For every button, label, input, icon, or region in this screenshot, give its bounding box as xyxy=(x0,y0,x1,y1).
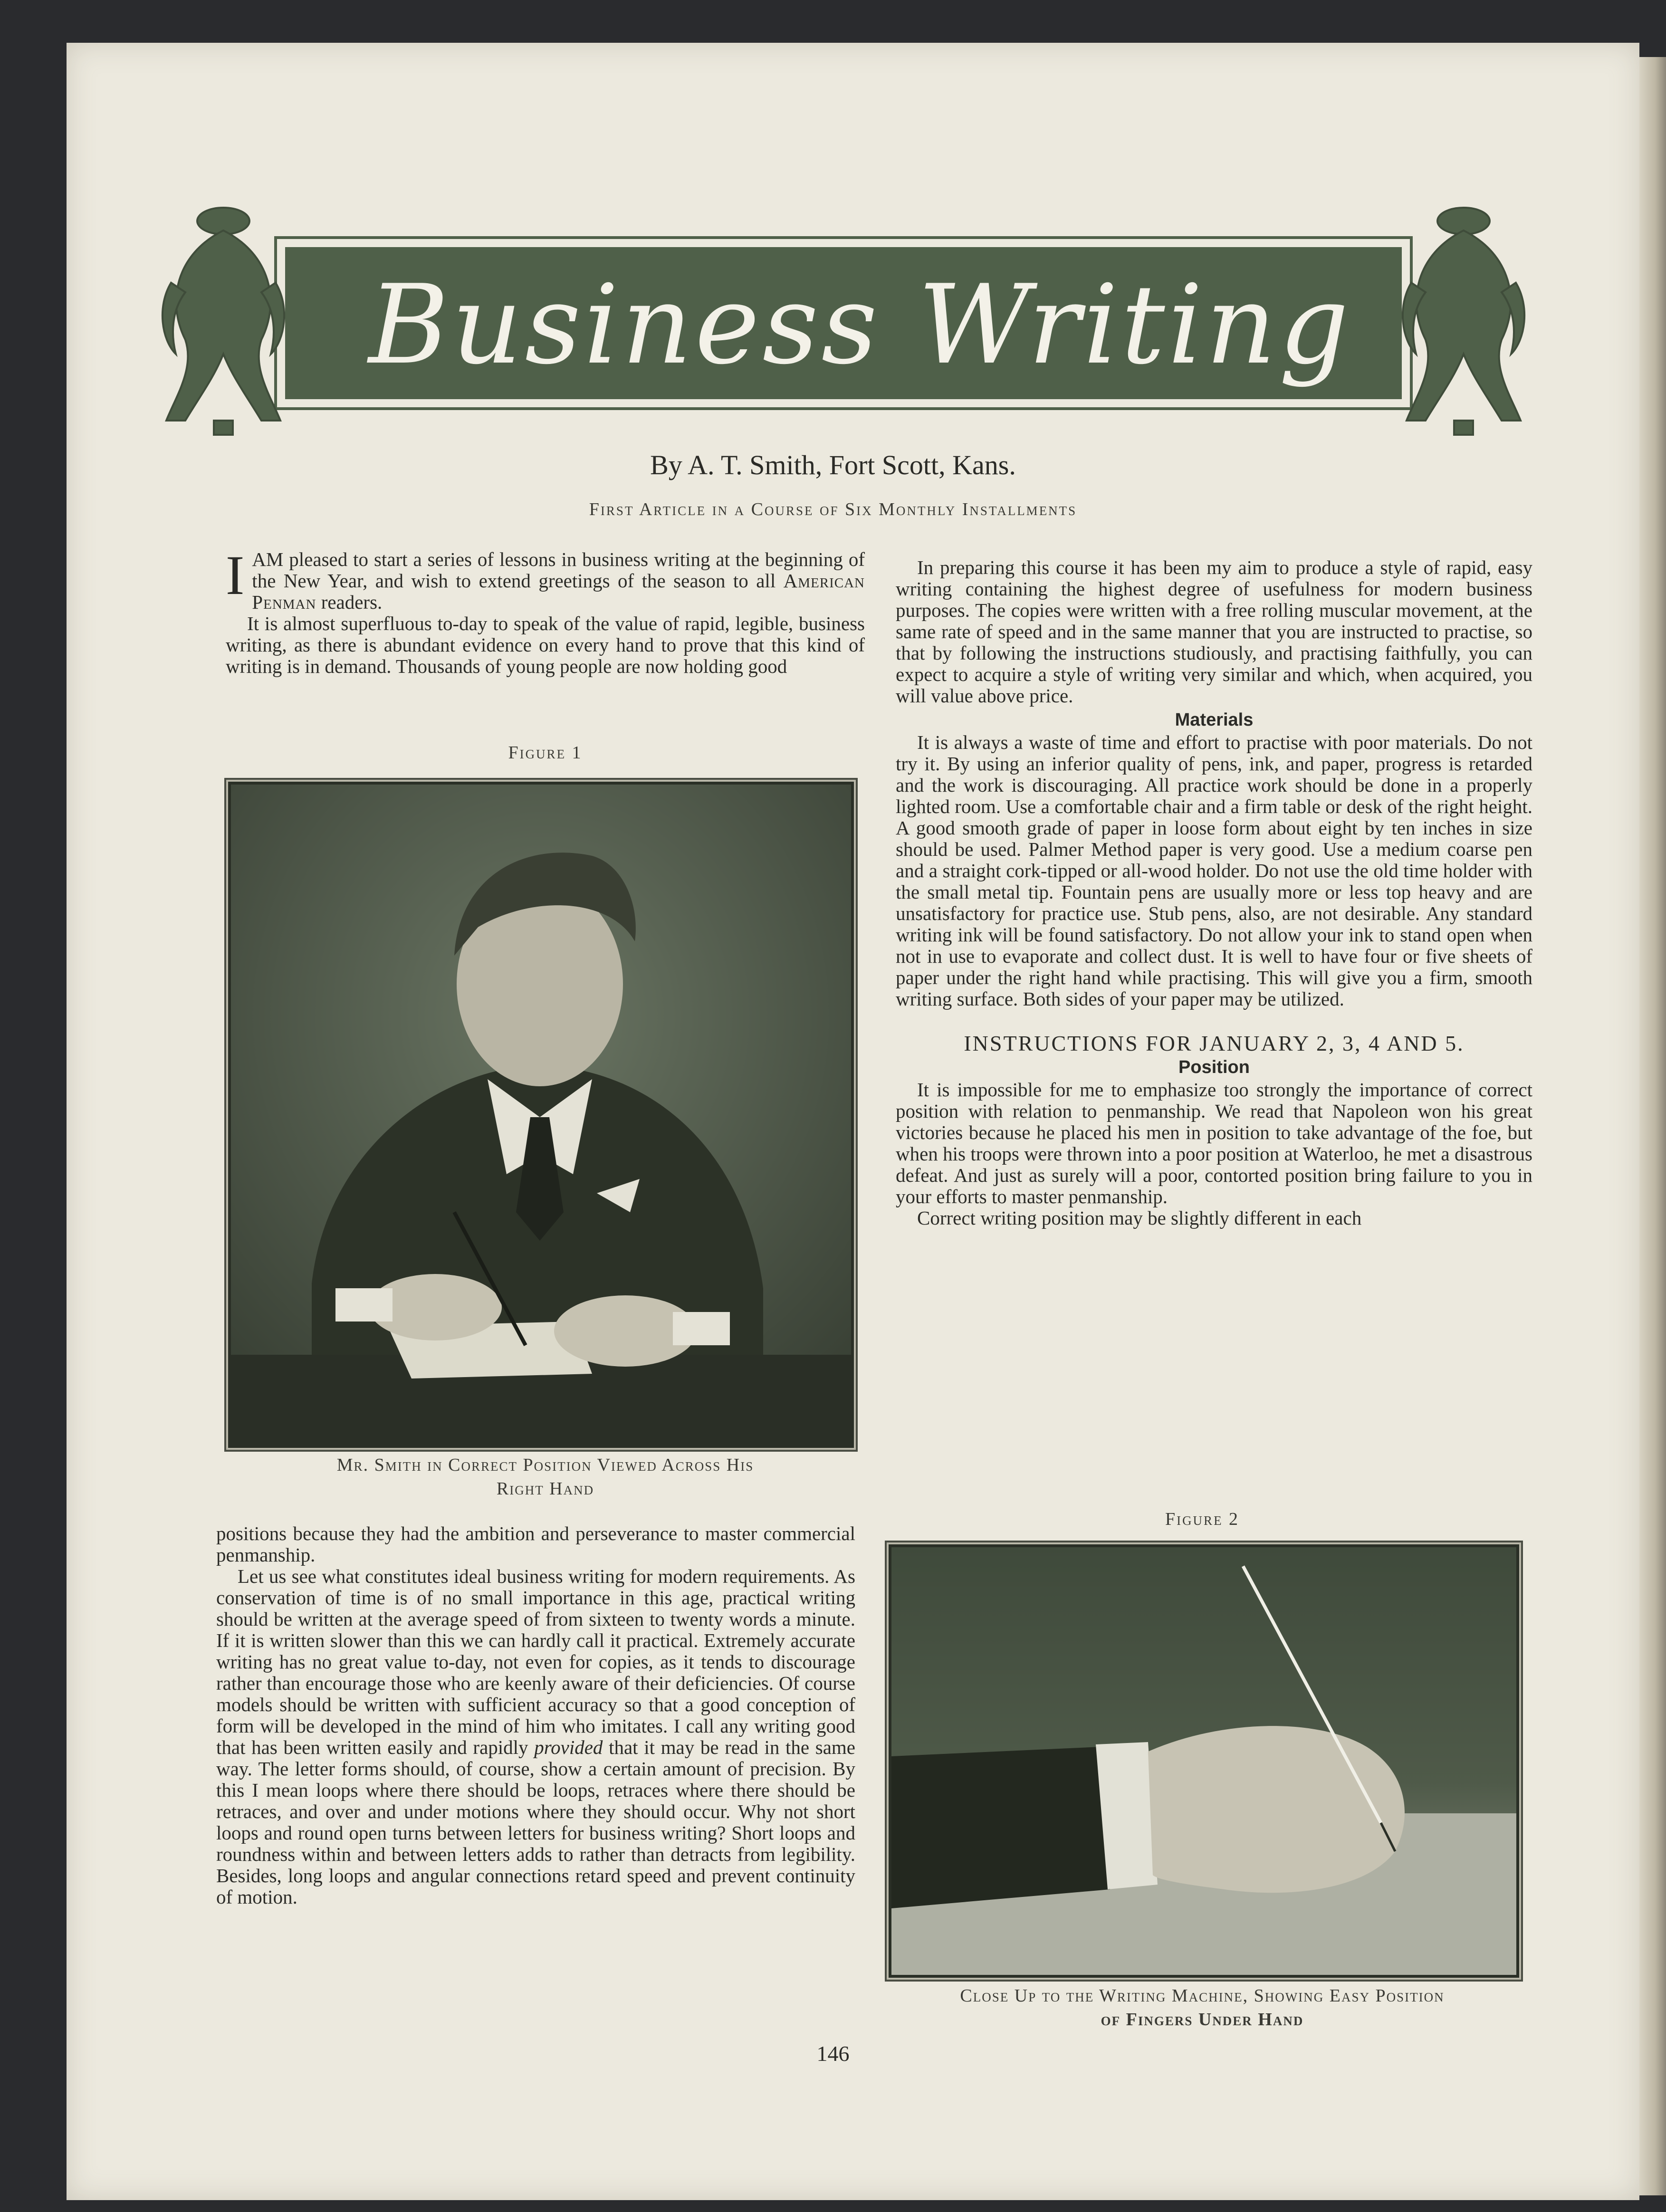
intro-text: AM pleased to start a series of lessons in business writing at the beginning of the New Year, and wish to extend greetings of the season to all xyxy=(252,548,865,592)
figure2-photo xyxy=(889,1544,1519,1978)
figure2-label: Figure 2 xyxy=(1165,1509,1240,1529)
left-floral-ornament xyxy=(163,208,284,435)
banner-title: Business Writing xyxy=(368,262,1352,389)
materials-paragraph: It is always a waste of time and effort to practise with poor materials. Do not try it. By using an inferior quality of pens, ink, and paper, progress is retarded and the work is discouraging. All practice work should be done in a properly lighted room. Use a comfortable chair and a firm table or desk of the right height. A good smooth grade of paper in loose form about eight by ten inches in size should be used. Palmer Method paper is very good. Use a medium coarse pen and a straight cork-tipped or all-wood holder. Do not use the old time holder with the small metal tip. Fountain pens are usually more or less top heavy and are unsatisfactory for practice use. Stub pens, also, are not desirable. Any standard writing ink will be found satisfactory. Do not allow your ink to stand open when not in use to evaporate and collect dust. It is well to have four or five sheets of paper under the right hand while practising. This will give you a firm, smooth writing surface. Both sides of your paper may be utilized. xyxy=(896,731,1532,1010)
title-banner xyxy=(157,197,1530,449)
drop-cap: I xyxy=(226,544,245,606)
paragraph-3 xyxy=(216,1566,855,1908)
hand-close-up-illustration xyxy=(891,1547,1516,1975)
right-column xyxy=(896,557,1532,1229)
right-floral-ornament xyxy=(1403,208,1524,435)
figure2-caption-line1: Close Up to the Writing Machine, Showing Easy Position xyxy=(960,1986,1445,2006)
materials-heading: Materials xyxy=(1175,710,1254,730)
preparing-paragraph: In preparing this course it has been my aim to produce a style of rapid, easy writing containing the highest degree of usefulness for modern business purposes. The copies were written with a free rolling muscular movement, at the same rate of speed and in the same manner that you are instructed to practise, so that by following the instructions studiously, and practising faithfully, you can expect to acquire a style of writing very similar and which, when acquired, you will value above price. xyxy=(896,556,1532,707)
figure1-caption xyxy=(226,1453,865,1501)
left-column-bottom xyxy=(216,1523,855,1908)
magazine-name: American Penman xyxy=(252,570,865,613)
paragraph-3-a: Let us see what constitutes ideal business writing for modern requirements. As conservation of time is of no small importance in this age, practical writing should be written at the average speed of from sixteen to twenty words a minute. If it is written slower than this we can hardly call it practical. Extremely accurate writing has no great value to-day, not even for copies, as it tends to discourage rather than encourage those who are keenly aware of their deficiencies. Of course models should be written with sufficient accuracy so that a good conception of form will be developed in the mind of him who imitates. I call any writing good that has been written easily and rapidly xyxy=(216,1565,855,1758)
position-heading: Position xyxy=(1178,1057,1250,1077)
paragraph-2: It is almost superfluous to-day to speak of the value of rapid, legible, business writing, as there is abundant evidence on every hand to prove that this kind of writing is in demand. Thousands of young people are now holding good xyxy=(226,613,865,677)
continued-paragraph: positions because they had the ambition and perseverance to master commercial penmanship. xyxy=(216,1523,855,1566)
instructions-heading: INSTRUCTIONS FOR JANUARY 2, 3, 4 AND 5. xyxy=(964,1031,1465,1055)
intro-paragraph xyxy=(226,544,865,613)
page-number: 146 xyxy=(816,2041,850,2066)
figure1-label: Figure 1 xyxy=(508,743,583,763)
figure1-photo xyxy=(228,782,854,1448)
emphasis-provided: provided xyxy=(534,1736,603,1758)
left-column-top xyxy=(226,544,865,677)
position-paragraph-2: Correct writing position may be slightly different in each xyxy=(917,1207,1362,1229)
intro-end: readers. xyxy=(316,591,383,613)
man-writing-illustration xyxy=(231,785,851,1445)
figure1-caption-line2: Right Hand xyxy=(496,1479,594,1499)
figure2-caption xyxy=(874,1984,1530,2031)
figure2-caption-line2: of Fingers Under Hand xyxy=(1101,2010,1304,2030)
subtitle: First Article in a Course of Six Monthly Installments xyxy=(589,499,1077,519)
adjacent-page-edge xyxy=(1639,57,1666,2195)
position-paragraph: It is impossible for me to emphasize too strongly the importance of correct position with relation to penmanship. We read that Napoleon won his great victories because he placed his men in position to take advantage of the foe, but when his troops were thrown into a poor position at Waterloo, he met a disastrous defeat. And just as surely will a poor, contorted position bring failure to you in your efforts to master penmanship. xyxy=(896,1079,1532,1207)
paragraph-3-b: that it may be read in the same way. The letter forms should, of course, show a certain amount of precision. By this I mean loops where there should be loops, retraces where there should be retraces, and over and under motions where they should occur. Why not short loops and round open turns between letters for business writing? Short loops and roundness within and between letters adds to rather than detracts from legibility. Besides, long loops and angular connections retard speed and prevent continuity of motion. xyxy=(216,1736,855,1908)
figure1-caption-line1: Mr. Smith in Correct Position Viewed Across His xyxy=(336,1455,754,1475)
byline: By A. T. Smith, Fort Scott, Kans. xyxy=(650,450,1016,480)
